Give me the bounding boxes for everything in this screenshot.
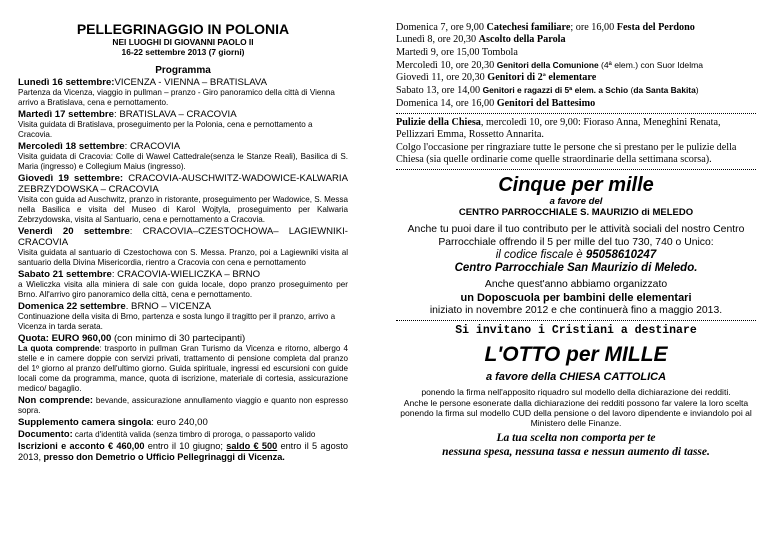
day-item xyxy=(18,77,348,108)
schedule-event: Catechesi familiare xyxy=(486,22,571,33)
otto-body1: ponendo la firma nell'apposito riquadro sul modello della dichiarazione dei redditi. xyxy=(421,387,731,398)
noncomprende-label: Non comprende: xyxy=(18,394,94,405)
day-item xyxy=(18,301,348,332)
schedule-event: Genitori del Battesimo xyxy=(496,97,596,109)
day-item xyxy=(18,141,348,172)
cinque-afavore: a favore del xyxy=(549,196,603,208)
quota-value: : EURO 960,00 xyxy=(45,333,112,344)
schedule-time: Giovedì 11, ore 20,30 xyxy=(396,72,488,84)
cinque-per-mille-title: Cinque per mille xyxy=(498,174,654,197)
supplemento-line xyxy=(18,417,348,428)
iscrizioni-deadline: entro il 10 giugno; xyxy=(144,441,227,451)
schedule-item xyxy=(396,47,756,59)
schedule-item xyxy=(396,22,756,34)
doposcuola-intro: Anche quest'anno abbiamo organizzato xyxy=(484,279,668,291)
day-description: Partenza da Vicenza, viaggio in pullman – pranzo - Giro panoramico della città di Vienna arrivo a Bratislava, cena e pernottamento. xyxy=(18,88,335,107)
day-description: Visita guidata al santuario di Czestochowa con S. Messa. Pranzo, poi a Lagiewniki visita al santuario della Divina Misericordia, rientro a Cracovia con cena e pernottamento xyxy=(18,248,348,267)
supplemento-label: Supplemento camera singola xyxy=(18,417,152,428)
otto-body2: Anche le persone esonerate dalla dichiarazione dei redditi possono far valere la loro scelta ponendo la firma sul modello CUD della pensione o del lavoro dipendente e inviandolo poi al Ministero delle Finanze. xyxy=(400,397,752,429)
schedule-time: Martedì 9, ore 15,00 Tombola xyxy=(396,46,518,58)
schedule-note: ( xyxy=(628,85,634,96)
pilgrimage-column xyxy=(18,0,348,543)
day-label: Domenica 22 settembre xyxy=(18,301,126,312)
schedule-event: da Santa Bakita xyxy=(633,85,696,96)
quota-note: (con minimo di 30 partecipanti) xyxy=(111,333,246,344)
codice-label: il codice fiscale è xyxy=(495,249,586,262)
final-line2: nessuna spesa, nessuna tassa e nessun aumento di tasse. xyxy=(442,445,710,458)
thanks-paragraph: Colgo l'occasione per ringraziare tutte le persone che si prestano per le pulizie della Chiesa (sia quelle ordinarie come quelle straordinarie della settimana scorsa). xyxy=(396,141,737,165)
day-route: : BRATISLAVA – CRACOVIA xyxy=(113,109,237,120)
day-label: Lunedì 16 settembre: xyxy=(18,77,115,88)
noncomprende-block xyxy=(18,395,348,416)
day-route: : CRACOVIA xyxy=(124,141,181,152)
documento-text: carta d'identità valida (senza timbro di proroga, o passaporto valido xyxy=(72,430,316,439)
cinque-centro2: Centro Parrocchiale San Maurizio di Meledo. xyxy=(454,262,698,275)
doposcuola-dates: iniziato in novembre 2012 e che continuerà fino a maggio 2013. xyxy=(429,304,723,316)
doposcuola-title: un Doposcuola per bambini delle elementari xyxy=(460,291,692,304)
day-route: : CRACOVIA-WIELICZKA – BRNO xyxy=(111,269,261,280)
day-label: Mercoledì 18 settembre xyxy=(18,141,125,152)
quota-line xyxy=(18,333,348,344)
schedule-item xyxy=(396,72,756,84)
noncomprende-text: bevande, assicurazione annullamento viaggio e quanto non espresso sopra. xyxy=(18,396,348,415)
schedule-time: Lunedì 8, ore 20,30 xyxy=(396,34,479,46)
pilgrimage-subtitle: NEI LUOGHI DI GIOVANNI PAOLO II xyxy=(112,37,254,47)
day-route: : CRACOVIA–CZESTOCHOWA– LAGIEWNIKI-CRACOVIA xyxy=(18,226,348,248)
schedule-event: Genitori e ragazzi di 5ª elem. a Schio xyxy=(482,85,629,96)
schedule-note: ) xyxy=(695,85,699,96)
comprende-text: : trasporto in pullman Gran Turismo da Vicenza e ritorno, albergo 4 stelle e in camere doppie con servizi privati, trattamento di pensione completa dal pranzo del 1º giorno al pranzo dell'ultimo giorno. Guida spirituale, ingressi ed escursioni con guide locali come da programma, mance, quota di iscrizione, materiale di cortesia, assicurazione medico/ bagaglio. xyxy=(18,344,348,393)
day-route: . BRNO – VICENZA xyxy=(125,301,212,312)
day-item xyxy=(18,269,348,300)
schedule-event: Genitori di 2ª elementare xyxy=(487,72,597,84)
divider xyxy=(396,169,756,170)
schedule-item xyxy=(396,98,756,110)
schedule-item xyxy=(396,34,756,46)
programma-heading: Programma xyxy=(155,65,211,76)
parish-column xyxy=(396,0,756,543)
quota-label: Quota xyxy=(18,333,46,344)
iscrizioni-amount: Iscrizioni e acconto € 460,00 xyxy=(18,441,145,451)
pilgrimage-dates: 16-22 settembre 2013 (7 giorni) xyxy=(121,47,245,57)
day-item xyxy=(18,226,348,268)
day-item xyxy=(18,173,348,225)
codice-fiscale: 95058610247 xyxy=(585,249,657,262)
documento-label: Documento: xyxy=(18,428,73,439)
schedule-time: Domenica 14, ore 16,00 xyxy=(396,97,497,109)
day-item xyxy=(18,109,348,140)
day-route: CRACOVIA-AUSCHWITZ-WADOWICE-KALWARIA ZEBRZYDOWSKA – CRACOVIA xyxy=(18,173,348,195)
divider xyxy=(396,113,756,114)
day-description: Visita guidata di Bratislava, proseguimento per la Polonia, cena e pernottamento a Cracovia. xyxy=(18,120,313,139)
otto-per-mille-title: L'OTTO per MILLE xyxy=(484,343,668,367)
day-description: Continuazione della visita di Brno, partenza e sosta lungo il tragitto per il pranzo, arrivo a Vicenza in tarda serata. xyxy=(18,312,336,331)
comprende-block xyxy=(18,344,348,394)
cinque-body: Anche tu puoi dare il tuo contributo per le attività sociali del nostro Centro Parrocchiale offrendo il 5 per mille del tuo 730, 740 o Unico: xyxy=(407,224,745,248)
divider xyxy=(396,320,756,321)
day-label: Martedì 17 settembre xyxy=(18,109,114,120)
codice-fiscale-line xyxy=(396,249,756,262)
weekly-schedule xyxy=(396,22,756,110)
saldo-amount: saldo € 500 xyxy=(226,441,278,451)
day-description: a Wieliczka visita alla miniera di sale con guida locale, dopo pranzo proseguimento per Brno. All'arrivo giro panoramico della città, cena e pernottamento. xyxy=(18,280,348,299)
schedule-time: Domenica 7, ore 9,00 xyxy=(396,22,487,33)
saldo-deadline: entro il 5 agosto 2013, xyxy=(18,441,348,462)
day-label: Venerdì 20 settembre xyxy=(18,226,130,237)
invitano-line: Si invitano i Cristiani a destinare xyxy=(455,324,697,338)
day-description: Visita guidata di Cracovia: Colle di Wawel Cattedrale(senza le Stanze Reali), Basilica di S. Maria (ingresso) e Collegium Maius (ingresso). xyxy=(18,152,348,171)
pulizie-paragraph xyxy=(396,117,756,142)
schedule-event: Ascolto della Parola xyxy=(478,34,566,46)
supplemento-text: : euro 240,00 xyxy=(151,417,208,428)
pilgrimage-title: PELLEGRINAGGIO IN POLONIA xyxy=(76,21,290,37)
pulizie-label: Pulizie della Chiesa xyxy=(396,117,481,129)
schedule-item xyxy=(396,84,756,97)
schedule-time: Mercoledì 10, ore 20,30 xyxy=(396,59,497,71)
documento-block xyxy=(18,429,348,440)
schedule-time: ; ore 16,00 xyxy=(570,22,617,33)
pulizie-text: , mercoledì 10, ore 9,00: Fioraso Anna, Meneghini Renata, Pellizzari Emma, Rossetto Annarita. xyxy=(396,117,721,141)
day-label: Giovedì 19 settembre: xyxy=(18,173,124,184)
iscrizioni-block xyxy=(18,441,348,463)
schedule-time: Sabato 13, ore 14,00 xyxy=(396,85,483,97)
otto-afavore: a favore della CHIESA CATTOLICA xyxy=(485,371,667,384)
day-description: Visita con guida ad Auschwitz, pranzo in ristorante, proseguimento per Wadowice, S. Messa nella Basilica e visita del Museo di Karol Wojtyla, proseguimento per Kalwaria Zebrzydowska, visita al Santuario, cena e pernottamento a Cracovia. xyxy=(18,195,348,224)
day-route: VICENZA - VIENNA – BRATISLAVA xyxy=(114,77,267,88)
final-line1: La tua scelta non comporta per te xyxy=(496,431,656,444)
comprende-label: La quota comprende xyxy=(18,344,100,353)
schedule-event: Festa del Perdono xyxy=(616,22,695,33)
cinque-centro: CENTRO PARROCCHIALE S. MAURIZIO di MELEDO xyxy=(458,207,694,219)
day-label: Sabato 21 settembre xyxy=(18,269,112,280)
schedule-item xyxy=(396,59,756,72)
schedule-event: Genitori della Comunione xyxy=(496,59,599,70)
schedule-note: (4ª elem.) con Suor Idelma xyxy=(598,59,704,70)
iscrizioni-contact: presso don Demetrio o Ufficio Pellegrinaggi di Vicenza. xyxy=(43,452,285,462)
